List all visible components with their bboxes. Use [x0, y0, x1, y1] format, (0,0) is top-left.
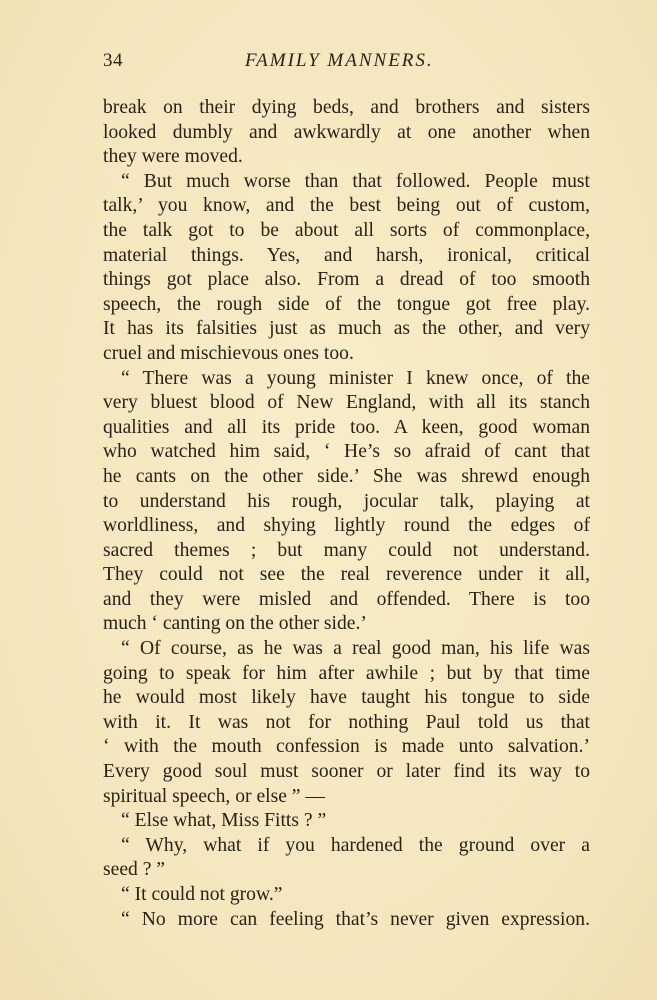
text-line: “ But much worse than that followed. People must — [121, 170, 590, 192]
text-line: spiritual speech, or else ” — — [103, 785, 325, 807]
text-line: things got place also. From a dread of too smooth — [103, 269, 590, 291]
text-line: with it. It was not for nothing Paul told us that — [103, 711, 590, 733]
text-line: “ No more can feeling that’s never given expression. — [121, 908, 590, 930]
text-line: he would most likely have taught his tongue to side — [103, 687, 590, 709]
text-line: looked dumbly and awkwardly at one another when — [103, 121, 590, 143]
text-line: sacred themes ; but many could not understand. — [103, 539, 590, 561]
text-line: Every good soul must sooner or later find its way to — [103, 761, 590, 783]
text-line: “ There was a young minister I knew once, of the — [121, 367, 590, 389]
page-number: 34 — [103, 50, 123, 71]
text-line: talk,’ you know, and the best being out of custom, — [103, 195, 590, 217]
text-line: “ Of course, as he was a real good man, his life was — [121, 638, 590, 660]
text-line: speech, the rough side of the tongue got free play. — [103, 293, 590, 315]
text-line: to understand his rough, jocular talk, playing at — [103, 490, 590, 512]
text-line: “ Why, what if you hardened the ground over a — [121, 834, 590, 856]
text-line: who watched him said, ‘ He’s so afraid of cant that — [103, 441, 590, 463]
text-line: the talk got to be about all sorts of commonplace, — [103, 219, 590, 241]
text-line: cruel and mischievous ones too. — [103, 342, 354, 364]
text-line: worldliness, and shying lightly round the edges of — [103, 515, 590, 537]
text-line: “ Else what, Miss Fitts ? ” — [121, 810, 327, 832]
text-line: qualities and all its pride too. A keen, good woman — [103, 416, 590, 438]
text-line: It has its falsities just as much as the other, and very — [103, 318, 590, 340]
text-line: ‘ with the mouth confession is made unto salvation.’ — [103, 736, 590, 758]
text-line: break on their dying beds, and brothers and sisters — [103, 97, 590, 118]
text-line: and they were misled and offended. There is too — [103, 588, 590, 610]
text-line: very bluest blood of New England, with all its stanch — [103, 392, 590, 414]
text-line: they were moved. — [103, 146, 243, 168]
page-header — [103, 50, 590, 76]
running-title: FAMILY MANNERS. — [245, 50, 434, 71]
text-line: material things. Yes, and harsh, ironical, critical — [103, 244, 590, 266]
body-text — [103, 96, 590, 932]
text-line: seed ? ” — [103, 859, 166, 881]
text-line: he cants on the other side.’ She was shrewd enough — [103, 465, 590, 487]
text-line: “ It could not grow.” — [121, 884, 283, 905]
text-line: going to speak for him after awhile ; but by that time — [103, 662, 590, 684]
text-line: They could not see the real reverence under it all, — [103, 564, 590, 586]
text-line: much ‘ canting on the other side.’ — [103, 613, 367, 635]
